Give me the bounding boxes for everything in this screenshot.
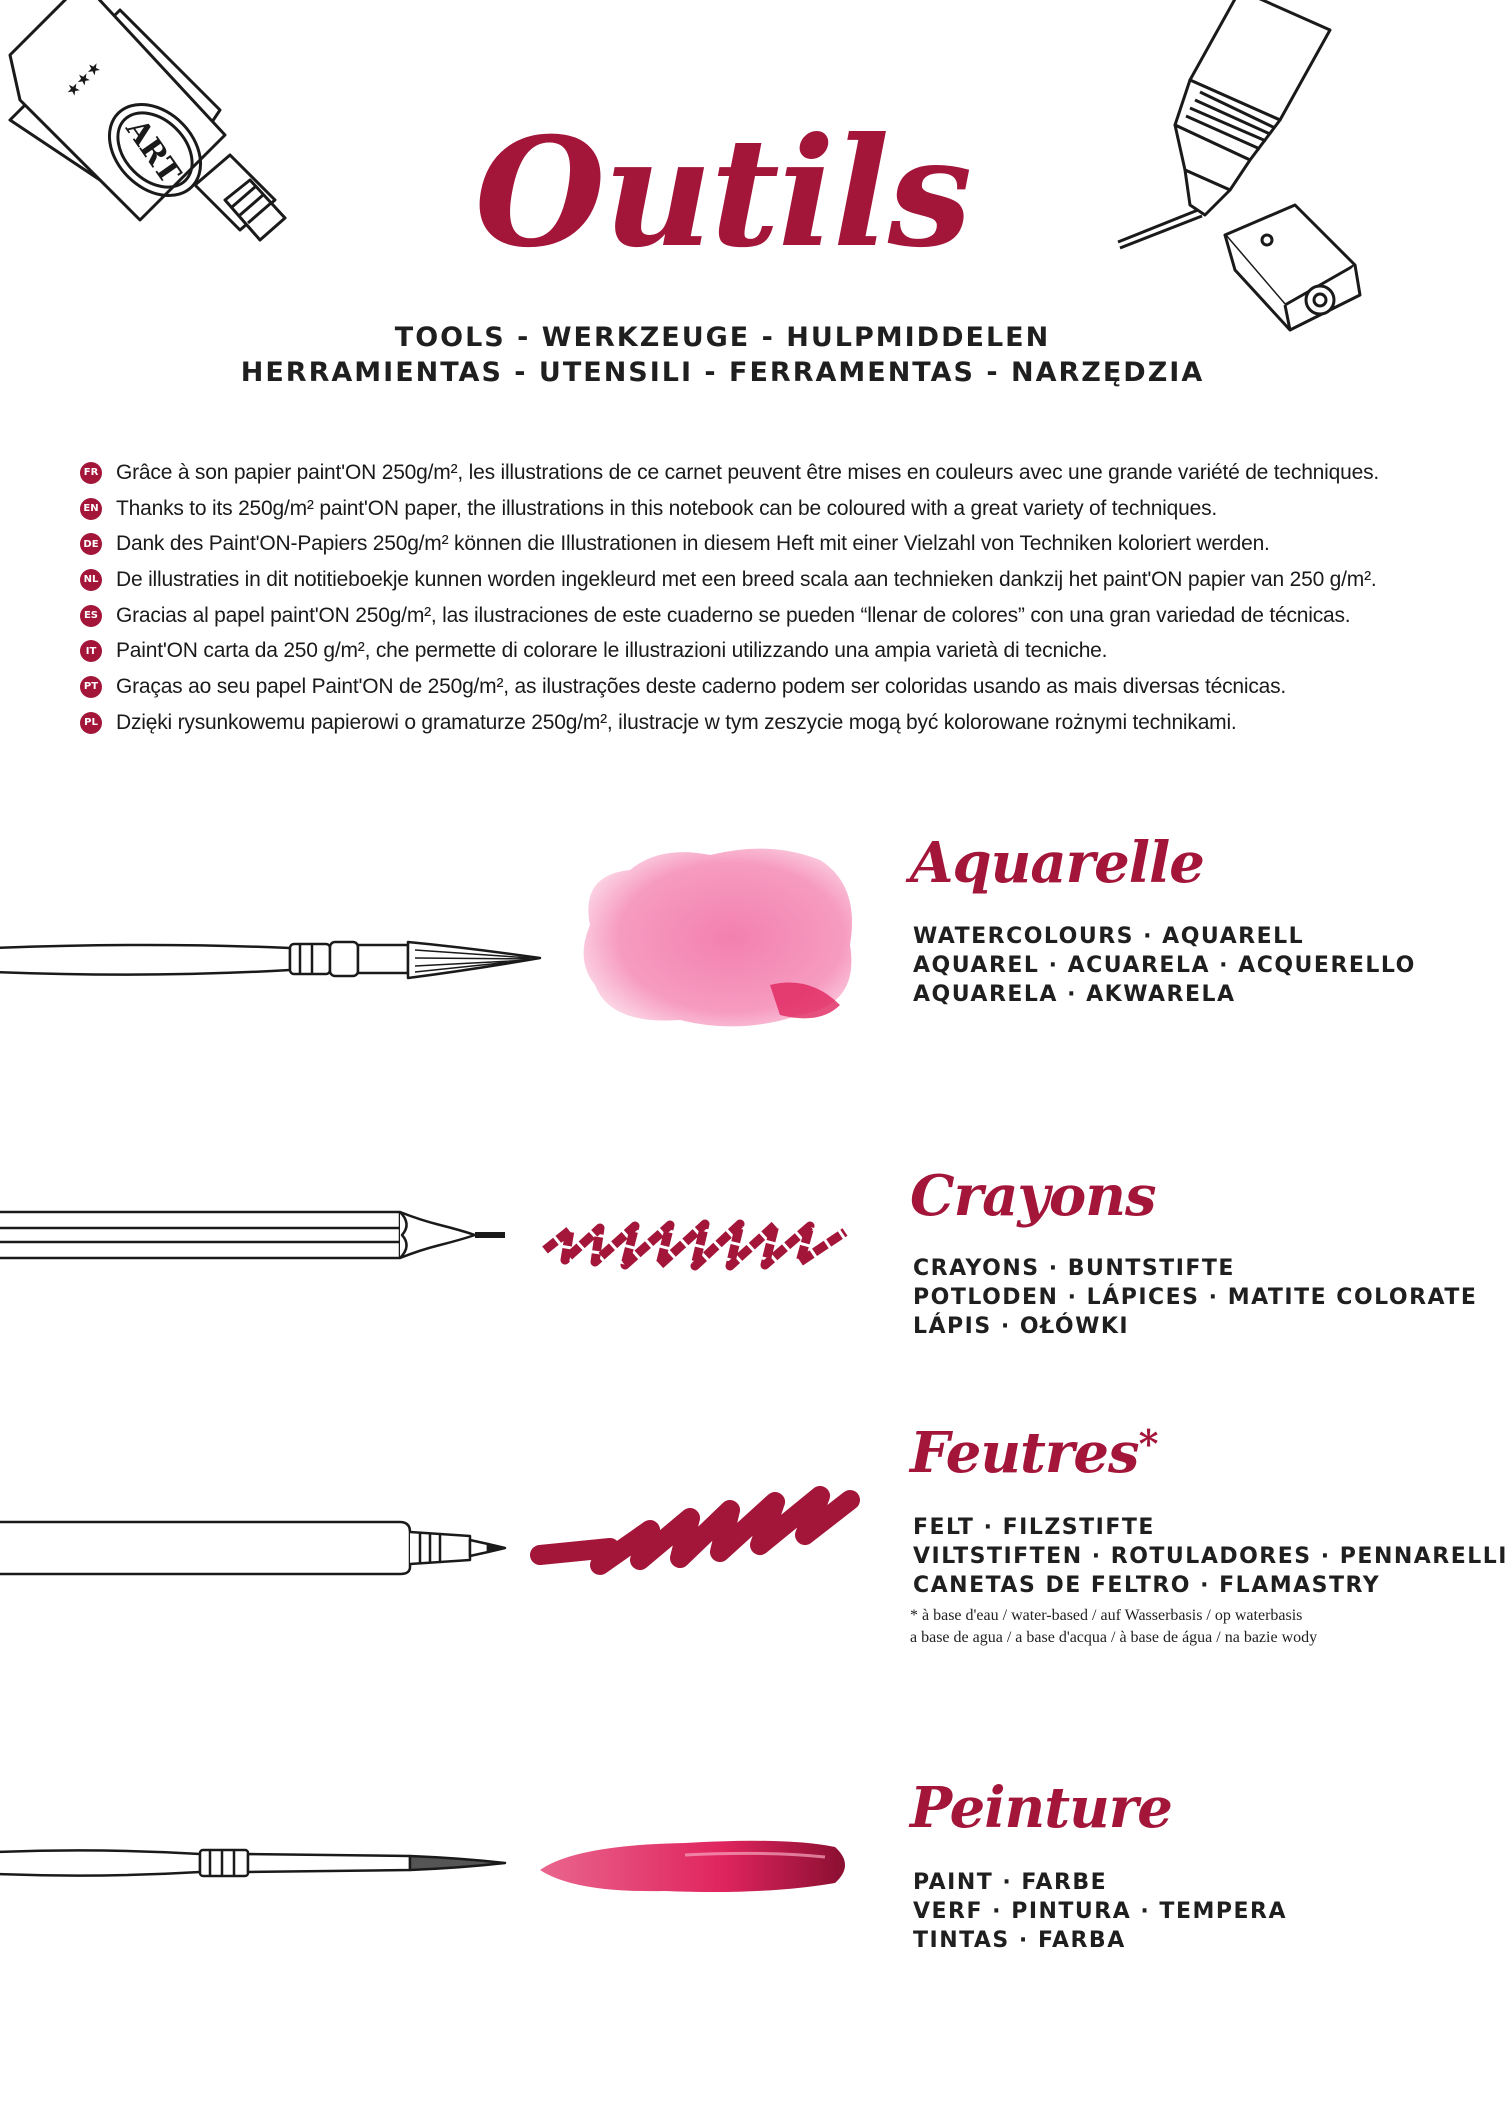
page-title: Outils (474, 105, 971, 281)
intro-text-pt: Graças ao seu papel Paint'ON de 250g/m², as ilustrações deste caderno podem ser coloridas usando as mais diversas técnicas. (116, 674, 1287, 698)
intro-item-en (80, 491, 1380, 527)
feutres-line-3: CANETAS DE FELTRO · FLAMASTRY (913, 1573, 1381, 1598)
lang-badge-pt: PT (80, 676, 102, 698)
watercolor-brush-illustration (0, 920, 560, 1000)
intro-text-it: Paint'ON carta da 250 g/m², che permette di colorare le illustrazioni utilizzando una ampia varietà di tecniche. (116, 639, 1108, 663)
peinture-lines (913, 1868, 1287, 1955)
feutres-note-line-1: * à base d'eau / water-based / auf Wasserbasis / op waterbasis (910, 1607, 1303, 1624)
crayons-lines (913, 1254, 1477, 1341)
feutres-asterisk: * (1138, 1421, 1158, 1466)
aquarelle-line-3: AQUARELA · AKWARELA (913, 982, 1236, 1007)
intro-text-en: Thanks to its 250g/m² paint'ON paper, the illustrations in this notebook can be coloured with a great variety of techniques. (116, 496, 1218, 520)
paint-brush-illustration (0, 1838, 540, 1888)
paint-swatch (535, 1825, 855, 1905)
tube-stars: ★★★ (61, 56, 106, 101)
intro-item-nl (80, 562, 1380, 598)
crayons-line-1: CRAYONS · BUNTSTIFTE (913, 1256, 1235, 1281)
intro-item-pt (80, 669, 1380, 705)
crayons-line-3: LÁPIS · OŁÓWKI (913, 1314, 1130, 1339)
aquarelle-lines (913, 922, 1416, 1009)
intro-item-de (80, 526, 1380, 562)
peinture-line-1: PAINT · FARBE (913, 1870, 1108, 1895)
crayons-title: Crayons (910, 1163, 1156, 1229)
feutres-line-2: VILTSTIFTEN · ROTULADORES · PENNARELLI (913, 1544, 1508, 1569)
intro-language-list (80, 455, 1380, 741)
intro-text-fr: Grâce à son papier paint'ON 250g/m², les illustrations de ce carnet peuvent être mises en couleurs avec une grande variété de techniques. (116, 460, 1380, 484)
lang-badge-pl: PL (80, 712, 102, 734)
peinture-title: Peinture (910, 1775, 1172, 1841)
pencil-illustration (0, 1200, 540, 1270)
lang-badge-fr: FR (80, 462, 102, 484)
lang-badge-en: EN (80, 498, 102, 520)
feutres-title-text: Feutres (910, 1420, 1139, 1486)
lang-badge-it: IT (80, 640, 102, 662)
lang-badge-es: ES (80, 605, 102, 627)
aquarelle-title: Aquarelle (910, 830, 1204, 896)
aquarelle-line-2: AQUAREL · ACUARELA · ACQUERELLO (913, 953, 1416, 978)
tube-label: ART (118, 112, 188, 191)
felt-swatch (530, 1480, 860, 1590)
intro-text-es: Gracias al papel paint'ON 250g/m², las ilustraciones de este cuaderno se pueden “llenar de colores” con una gran variedad de técnicas. (116, 603, 1351, 627)
crayons-line-2: POTLODEN · LÁPICES · MATITE COLORATE (913, 1285, 1478, 1310)
intro-text-de: Dank des Paint'ON-Papiers 250g/m² können die Illustrationen in diesem Heft mit einer Vielzahl von Techniken koloriert werden. (116, 532, 1270, 556)
felt-marker-illustration (0, 1512, 540, 1582)
lang-badge-de: DE (80, 533, 102, 555)
feutres-lines (913, 1513, 1508, 1600)
aquarelle-line-1: WATERCOLOURS · AQUARELL (913, 924, 1305, 949)
feutres-note-line-2: a base de agua / a base d'acqua / à base de água / na bazie wody (910, 1629, 1318, 1646)
intro-item-it (80, 633, 1380, 669)
subtitle-line-2: HERRAMIENTAS - UTENSILI - FERRAMENTAS - NARZĘDZIA (240, 357, 1205, 388)
intro-item-es (80, 598, 1380, 634)
lang-badge-nl: NL (80, 569, 102, 591)
watercolor-swatch (570, 835, 870, 1035)
feutres-line-1: FELT · FILZSTIFTE (913, 1515, 1155, 1540)
intro-text-pl: Dzięki rysunkowemu papierowi o gramaturze 250g/m², ilustracje w tym zeszycie mogą być kolorowane rożnymi technikami. (116, 710, 1237, 734)
intro-text-nl: De illustraties in dit notitieboekje kunnen worden ingekleurd met een breed scala aan technieken dankzij het paint'ON papier van 250 g/m². (116, 567, 1377, 591)
feutres-title (910, 1420, 1158, 1486)
subtitle-line-1: TOOLS - WERKZEUGE - HULPMIDDELEN (394, 322, 1051, 353)
intro-item-fr (80, 455, 1380, 491)
peinture-line-2: VERF · PINTURA · TEMPERA (913, 1899, 1287, 1924)
peinture-line-3: TINTAS · FARBA (913, 1928, 1126, 1953)
feutres-note (910, 1605, 1317, 1649)
intro-item-pl (80, 705, 1380, 741)
crayon-swatch (540, 1210, 860, 1280)
